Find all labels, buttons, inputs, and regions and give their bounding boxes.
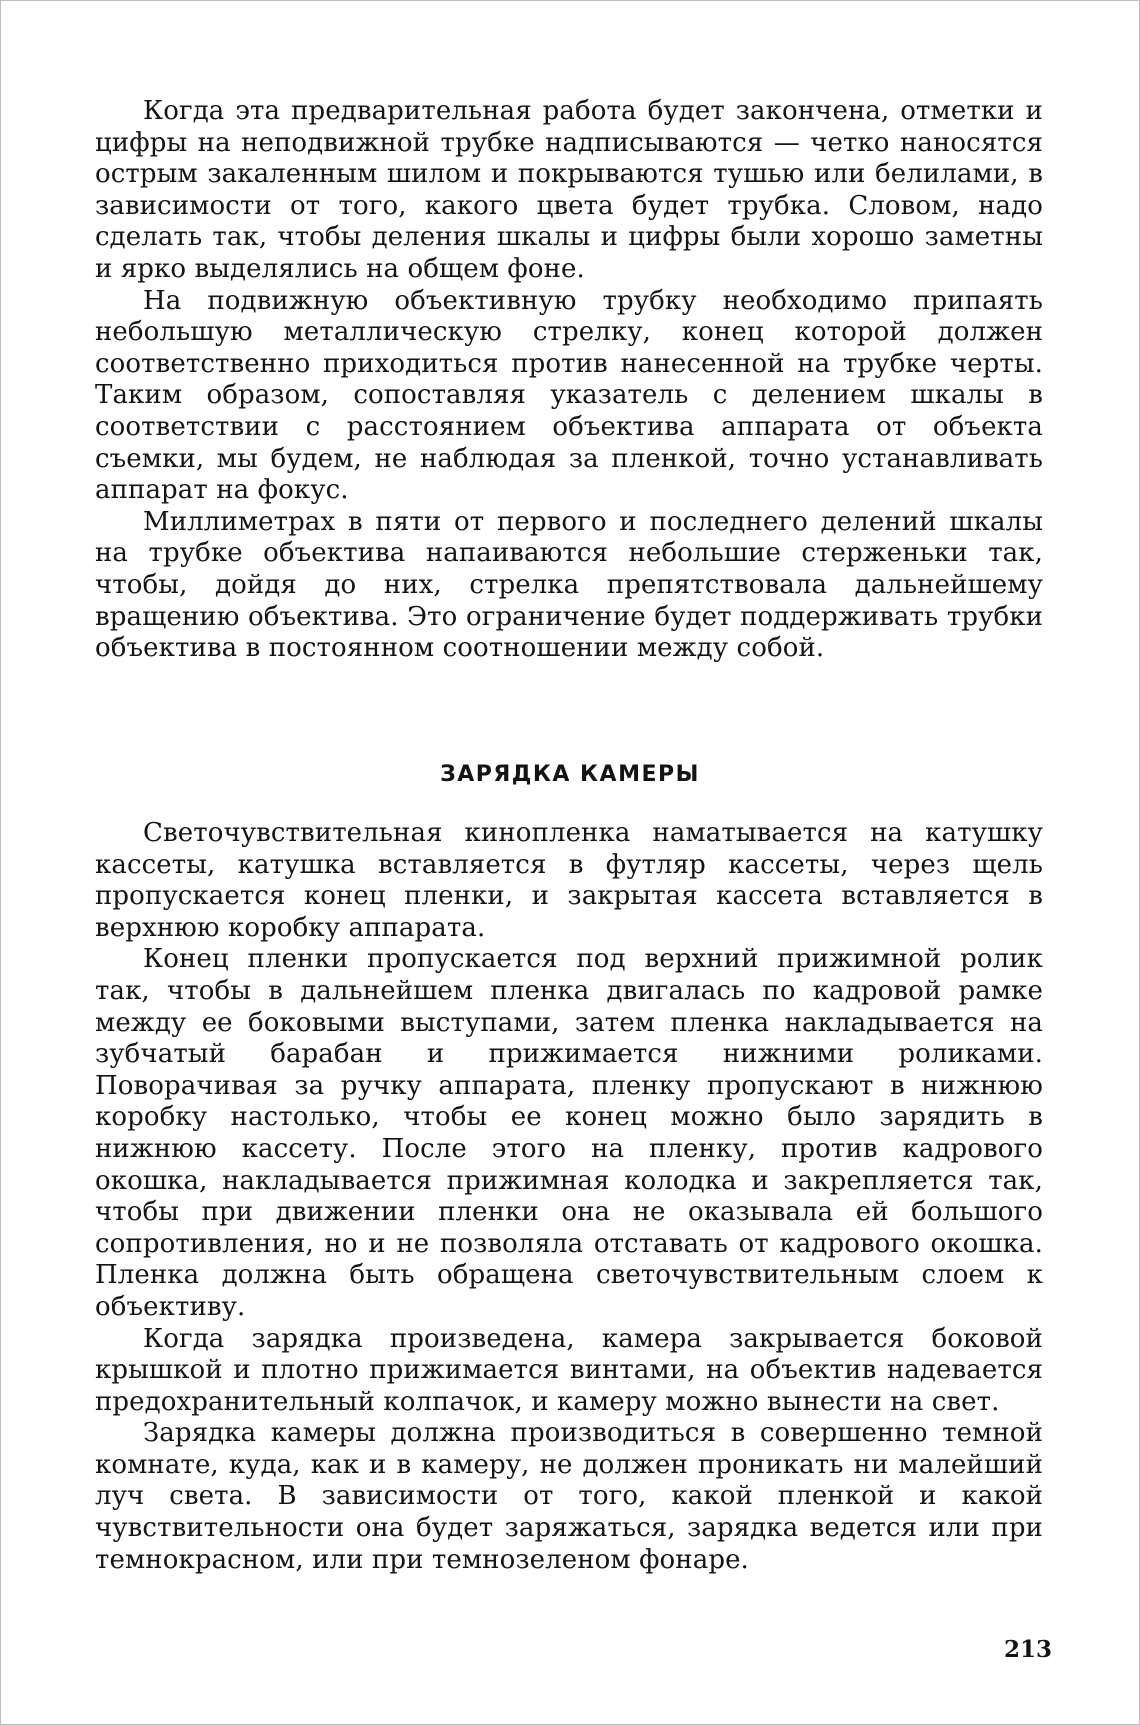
paragraph: Конец пленки пропускается под верхний прижимной ролик так, чтобы в дальнейшем пленка двигалась по кадровой рамке между ее боковыми выступами, затем пленка накладывается на зубчатый барабан и прижимается нижними роликами. Поворачивая за ручку аппарата, пленку пропускают в нижнюю коробку настолько, чтобы ее конец можно было зарядить в нижнюю кассету. После этого на пленку, против кадрового окошка, накладывается прижимная колодка и закрепляется так, чтобы при движении пленки она не оказывала ей большого сопротивления, но и не позволяла отставать от кадрового окошка. Пленка должна быть обращена светочувствительным слоем к объективу. xyxy=(95,944,1043,1322)
paragraph: На подвижную объективную трубку необходимо припаять небольшую металлическую стрелку, конец которой должен соответственно приходиться против нанесенной на трубке черты. Таким образом, сопоставляя указатель с делением шкалы в соответствии с расстоянием объектива аппарата от объекта съемки, мы будем, не наблюдая за пленкой, точно устанавливать аппарат на фокус. xyxy=(95,285,1043,506)
text-block-bottom xyxy=(95,818,1043,1576)
section-heading: ЗАРЯДКА КАМЕРЫ xyxy=(440,762,700,787)
paragraph: Когда эта предварительная работа будет закончена, отметки и цифры на неподвижной трубке надписываются — четко наносятся острым закаленным шилом и покрываются тушью или белилами, в зависимости от того, какого цвета будет трубка. Словом, надо сделать так, чтобы деления шкалы и цифры были хорошо заметны и ярко выделялись на общем фоне. xyxy=(95,96,1043,284)
paragraph: Миллиметрах в пяти от первого и последнего делений шкалы на трубке объектива напаиваются небольшие стерженьки так, чтобы, дойдя до них, стрелка препятствовала дальнейшему вращению объектива. Это ограничение будет поддерживать трубки объектива в постоянном соотношении между собой. xyxy=(95,506,1043,664)
text-block-top xyxy=(95,96,1043,665)
page-number: 213 xyxy=(1004,1636,1053,1663)
paragraph: Зарядка камеры должна производиться в совершенно темной комнате, куда, как и в камеру, не должен проникать ни малейший луч света. В зависимости от того, какой пленкой и какой чувствительности она будет заряжаться, зарядка ведется или при темнокрасном, или при темнозеленом фонаре. xyxy=(95,1418,1043,1575)
paragraph: Когда зарядка произведена, камера закрывается боковой крышкой и плотно прижимается винтами, на объектив надевается предохранительный колпачок, и камеру можно вынести на свет. xyxy=(95,1323,1043,1417)
paragraph: Светочувствительная кинопленка наматывается на катушку кассеты, катушка вставляется в футляр кассеты, через щель пропускается конец пленки, и закрытая кассета вставляется в верхнюю коробку аппарата. xyxy=(95,818,1043,943)
